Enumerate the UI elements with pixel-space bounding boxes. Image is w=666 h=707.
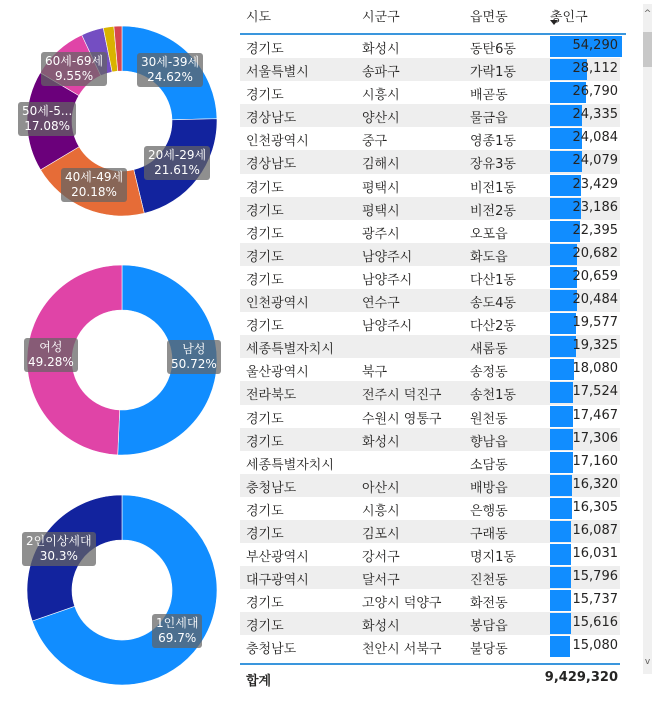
table-row[interactable] xyxy=(240,104,620,127)
cell-population: 20,659 xyxy=(572,268,618,284)
cell-eupmyeondong: 명지1동 xyxy=(470,550,516,566)
table-row[interactable] xyxy=(240,243,620,266)
label-single-household: 1인세대 69.7% xyxy=(152,614,202,648)
cell-sigungu: 아산시 xyxy=(362,480,400,496)
cell-eupmyeondong: 봉담읍 xyxy=(470,619,508,635)
population-databar xyxy=(550,590,571,611)
table-row[interactable] xyxy=(240,428,620,451)
cell-eupmyeondong: 화전동 xyxy=(470,596,508,612)
cell-sido: 경기도 xyxy=(246,619,284,635)
cell-sigungu: 북구 xyxy=(362,365,388,381)
cell-sigungu: 천안시 서북구 xyxy=(362,642,442,658)
cell-eupmyeondong: 비전2동 xyxy=(470,203,516,219)
population-databar xyxy=(550,498,572,519)
population-databar xyxy=(550,613,571,634)
cell-sigungu: 김포시 xyxy=(362,526,400,542)
table-scrollbar[interactable] xyxy=(643,4,652,674)
cell-sido: 경기도 xyxy=(246,434,284,450)
table-row[interactable] xyxy=(240,289,620,312)
cell-population: 15,080 xyxy=(572,638,618,654)
cell-sigungu: 남양주시 xyxy=(362,249,413,265)
cell-eupmyeondong: 동탄6동 xyxy=(470,42,516,57)
gender-donut-chart[interactable] xyxy=(0,240,240,470)
cell-population: 17,467 xyxy=(572,407,618,423)
cell-eupmyeondong: 물금읍 xyxy=(470,111,508,127)
header-sigungu[interactable]: 시군구 xyxy=(362,10,400,25)
cell-eupmyeondong: 송도4동 xyxy=(470,296,516,312)
population-databar xyxy=(550,452,573,473)
label-age-30s: 30세-39세 24.62% xyxy=(137,53,203,87)
cell-population: 17,306 xyxy=(572,430,618,446)
cell-population: 24,084 xyxy=(572,130,618,146)
household-donut-svg[interactable] xyxy=(0,470,240,700)
cell-sido: 인천광역시 xyxy=(246,134,309,150)
cell-eupmyeondong: 송천1동 xyxy=(470,388,516,404)
table-header xyxy=(240,0,626,35)
cell-population: 23,429 xyxy=(572,176,618,192)
cell-sido: 충청남도 xyxy=(246,480,297,496)
table-row[interactable] xyxy=(240,589,620,612)
table-row[interactable] xyxy=(240,474,620,497)
cell-population: 54,290 xyxy=(572,38,618,53)
cell-eupmyeondong: 원천동 xyxy=(470,411,508,427)
cell-population: 15,796 xyxy=(572,569,618,585)
cell-sido: 경기도 xyxy=(246,180,284,196)
cell-sigungu: 김해시 xyxy=(362,157,400,173)
cell-eupmyeondong: 향남읍 xyxy=(470,434,508,450)
cell-sigungu: 시흥시 xyxy=(362,88,400,104)
table-row[interactable] xyxy=(240,312,620,335)
population-databar xyxy=(550,359,574,380)
cell-sigungu: 중구 xyxy=(362,134,388,150)
cell-sigungu: 평택시 xyxy=(362,180,400,196)
cell-sido: 경기도 xyxy=(246,88,284,104)
cell-sido: 경기도 xyxy=(246,42,284,57)
cell-population: 28,112 xyxy=(572,61,618,77)
cell-population: 23,186 xyxy=(572,199,618,215)
sort-descending-icon[interactable] xyxy=(550,20,558,25)
label-female: 여성 49.28% xyxy=(24,338,78,372)
cell-eupmyeondong: 가락1동 xyxy=(470,65,516,81)
table-row[interactable] xyxy=(240,335,620,358)
cell-population: 15,616 xyxy=(572,615,618,631)
cell-sido: 부산광역시 xyxy=(246,550,309,566)
population-table xyxy=(240,0,626,707)
cell-eupmyeondong: 진천동 xyxy=(470,573,508,589)
cell-population: 22,395 xyxy=(572,222,618,238)
cell-sido: 경기도 xyxy=(246,526,284,542)
cell-sido: 경기도 xyxy=(246,411,284,427)
cell-eupmyeondong: 다산1동 xyxy=(470,272,516,288)
scroll-up-icon[interactable]: ^ xyxy=(643,9,652,19)
cell-population: 20,484 xyxy=(572,292,618,308)
table-row[interactable] xyxy=(240,220,620,243)
cell-sigungu: 수원시 영통구 xyxy=(362,411,442,427)
table-row[interactable] xyxy=(240,81,620,104)
cell-population: 20,682 xyxy=(572,245,618,261)
cell-sigungu: 강서구 xyxy=(362,550,400,566)
cell-sido: 경기도 xyxy=(246,319,284,335)
table-row[interactable] xyxy=(240,566,620,589)
table-row[interactable] xyxy=(240,451,620,474)
cell-eupmyeondong: 불당동 xyxy=(470,642,508,658)
cell-population: 16,031 xyxy=(572,546,618,562)
table-row[interactable] xyxy=(240,520,620,543)
cell-sido: 경상남도 xyxy=(246,157,297,173)
cell-population: 24,335 xyxy=(572,107,618,123)
cell-sigungu: 달서구 xyxy=(362,573,400,589)
cell-eupmyeondong: 비전1동 xyxy=(470,180,516,196)
cell-population: 18,080 xyxy=(572,361,618,377)
table-row[interactable] xyxy=(240,35,620,58)
table-row[interactable] xyxy=(240,635,620,658)
cell-eupmyeondong: 새롬동 xyxy=(470,342,508,358)
table-row[interactable] xyxy=(240,543,620,566)
household-donut-chart[interactable] xyxy=(0,470,240,700)
label-age-40s: 40세-49세 20.18% xyxy=(61,168,127,202)
table-row[interactable] xyxy=(240,58,620,81)
cell-population: 15,737 xyxy=(572,592,618,608)
table-row[interactable] xyxy=(240,358,620,381)
cell-sido: 경상남도 xyxy=(246,111,297,127)
cell-population: 19,577 xyxy=(572,315,618,331)
table-row[interactable] xyxy=(240,381,620,404)
cell-eupmyeondong: 배곧동 xyxy=(470,88,508,104)
cell-population: 19,325 xyxy=(572,338,618,354)
table-row[interactable] xyxy=(240,405,620,428)
cell-sido: 전라북도 xyxy=(246,388,297,404)
cell-sigungu: 양산시 xyxy=(362,111,400,127)
cell-eupmyeondong: 은행동 xyxy=(470,503,508,519)
cell-eupmyeondong: 장유3동 xyxy=(470,157,516,173)
table-row[interactable] xyxy=(240,497,620,520)
table-row[interactable] xyxy=(240,612,620,635)
population-databar xyxy=(550,429,573,450)
population-databar xyxy=(550,521,571,542)
cell-sigungu: 화성시 xyxy=(362,434,400,450)
age-donut-chart[interactable] xyxy=(0,0,240,230)
cell-sido: 경기도 xyxy=(246,596,284,612)
cell-population: 26,790 xyxy=(572,84,618,100)
cell-sido: 경기도 xyxy=(246,203,284,219)
cell-sido: 경기도 xyxy=(246,272,284,288)
cell-sido: 울산광역시 xyxy=(246,365,309,381)
population-databar xyxy=(550,382,573,403)
cell-sido: 대구광역시 xyxy=(246,573,309,589)
cell-sigungu: 전주시 덕진구 xyxy=(362,388,442,404)
table-row[interactable] xyxy=(240,150,620,173)
cell-sigungu: 화성시 xyxy=(362,619,400,635)
cell-eupmyeondong: 소담동 xyxy=(470,457,508,473)
cell-eupmyeondong: 다산2동 xyxy=(470,319,516,335)
population-databar xyxy=(550,475,572,496)
cell-population: 17,160 xyxy=(572,453,618,469)
cell-population: 16,320 xyxy=(572,476,618,492)
cell-sido: 경기도 xyxy=(246,226,284,242)
cell-sido: 경기도 xyxy=(246,503,284,519)
population-databar xyxy=(550,544,571,565)
header-population[interactable]: 총인구 xyxy=(550,10,588,25)
population-databar xyxy=(550,567,571,588)
cell-eupmyeondong: 화도읍 xyxy=(470,249,508,265)
cell-sido: 세종특별자치시 xyxy=(246,457,334,473)
cell-sido: 세종특별자치시 xyxy=(246,342,334,358)
cell-population: 17,524 xyxy=(572,384,618,400)
cell-sigungu: 송파구 xyxy=(362,65,400,81)
cell-sigungu: 평택시 xyxy=(362,203,400,219)
table-row[interactable] xyxy=(240,197,620,220)
cell-eupmyeondong: 배방읍 xyxy=(470,480,508,496)
cell-sigungu: 고양시 덕양구 xyxy=(362,596,442,612)
cell-population: 16,305 xyxy=(572,499,618,515)
table-row[interactable] xyxy=(240,127,620,150)
header-sido[interactable]: 시도 xyxy=(246,10,272,25)
cell-eupmyeondong: 오포읍 xyxy=(470,226,508,242)
table-body xyxy=(240,35,620,659)
label-multi-household: 2인이상세대 30.3% xyxy=(22,532,96,566)
cell-sigungu: 남양주시 xyxy=(362,319,413,335)
total-row xyxy=(240,663,620,691)
cell-sido: 인천광역시 xyxy=(246,296,309,312)
total-value: 9,429,320 xyxy=(544,670,618,685)
table-row[interactable] xyxy=(240,174,620,197)
cell-eupmyeondong: 송정동 xyxy=(470,365,508,381)
total-label: 합계 xyxy=(246,674,272,689)
cell-sigungu: 광주시 xyxy=(362,226,400,242)
cell-eupmyeondong: 구래동 xyxy=(470,526,508,542)
population-databar xyxy=(550,636,570,657)
label-age-60s: 60세-69세 9.55% xyxy=(41,52,107,86)
cell-sido: 충청남도 xyxy=(246,642,297,658)
cell-sigungu: 시흥시 xyxy=(362,503,400,519)
scroll-down-icon[interactable]: v xyxy=(644,657,651,667)
cell-population: 24,079 xyxy=(572,153,618,169)
population-databar xyxy=(550,406,573,427)
table-row[interactable] xyxy=(240,266,620,289)
cell-sido: 서울특별시 xyxy=(246,65,309,81)
cell-sigungu: 연수구 xyxy=(362,296,400,312)
cell-sigungu: 화성시 xyxy=(362,42,400,57)
label-age-50s: 50세-5... 17.08% xyxy=(18,102,76,136)
label-age-20s: 20세-29세 21.61% xyxy=(144,146,210,180)
cell-sido: 경기도 xyxy=(246,249,284,265)
cell-sigungu: 남양주시 xyxy=(362,272,413,288)
label-male: 남성 50.72% xyxy=(167,340,221,374)
header-eupmyeondong[interactable]: 읍면동 xyxy=(470,10,508,25)
cell-eupmyeondong: 영종1동 xyxy=(470,134,516,150)
cell-population: 16,087 xyxy=(572,522,618,538)
scrollbar-thumb[interactable] xyxy=(643,32,652,67)
